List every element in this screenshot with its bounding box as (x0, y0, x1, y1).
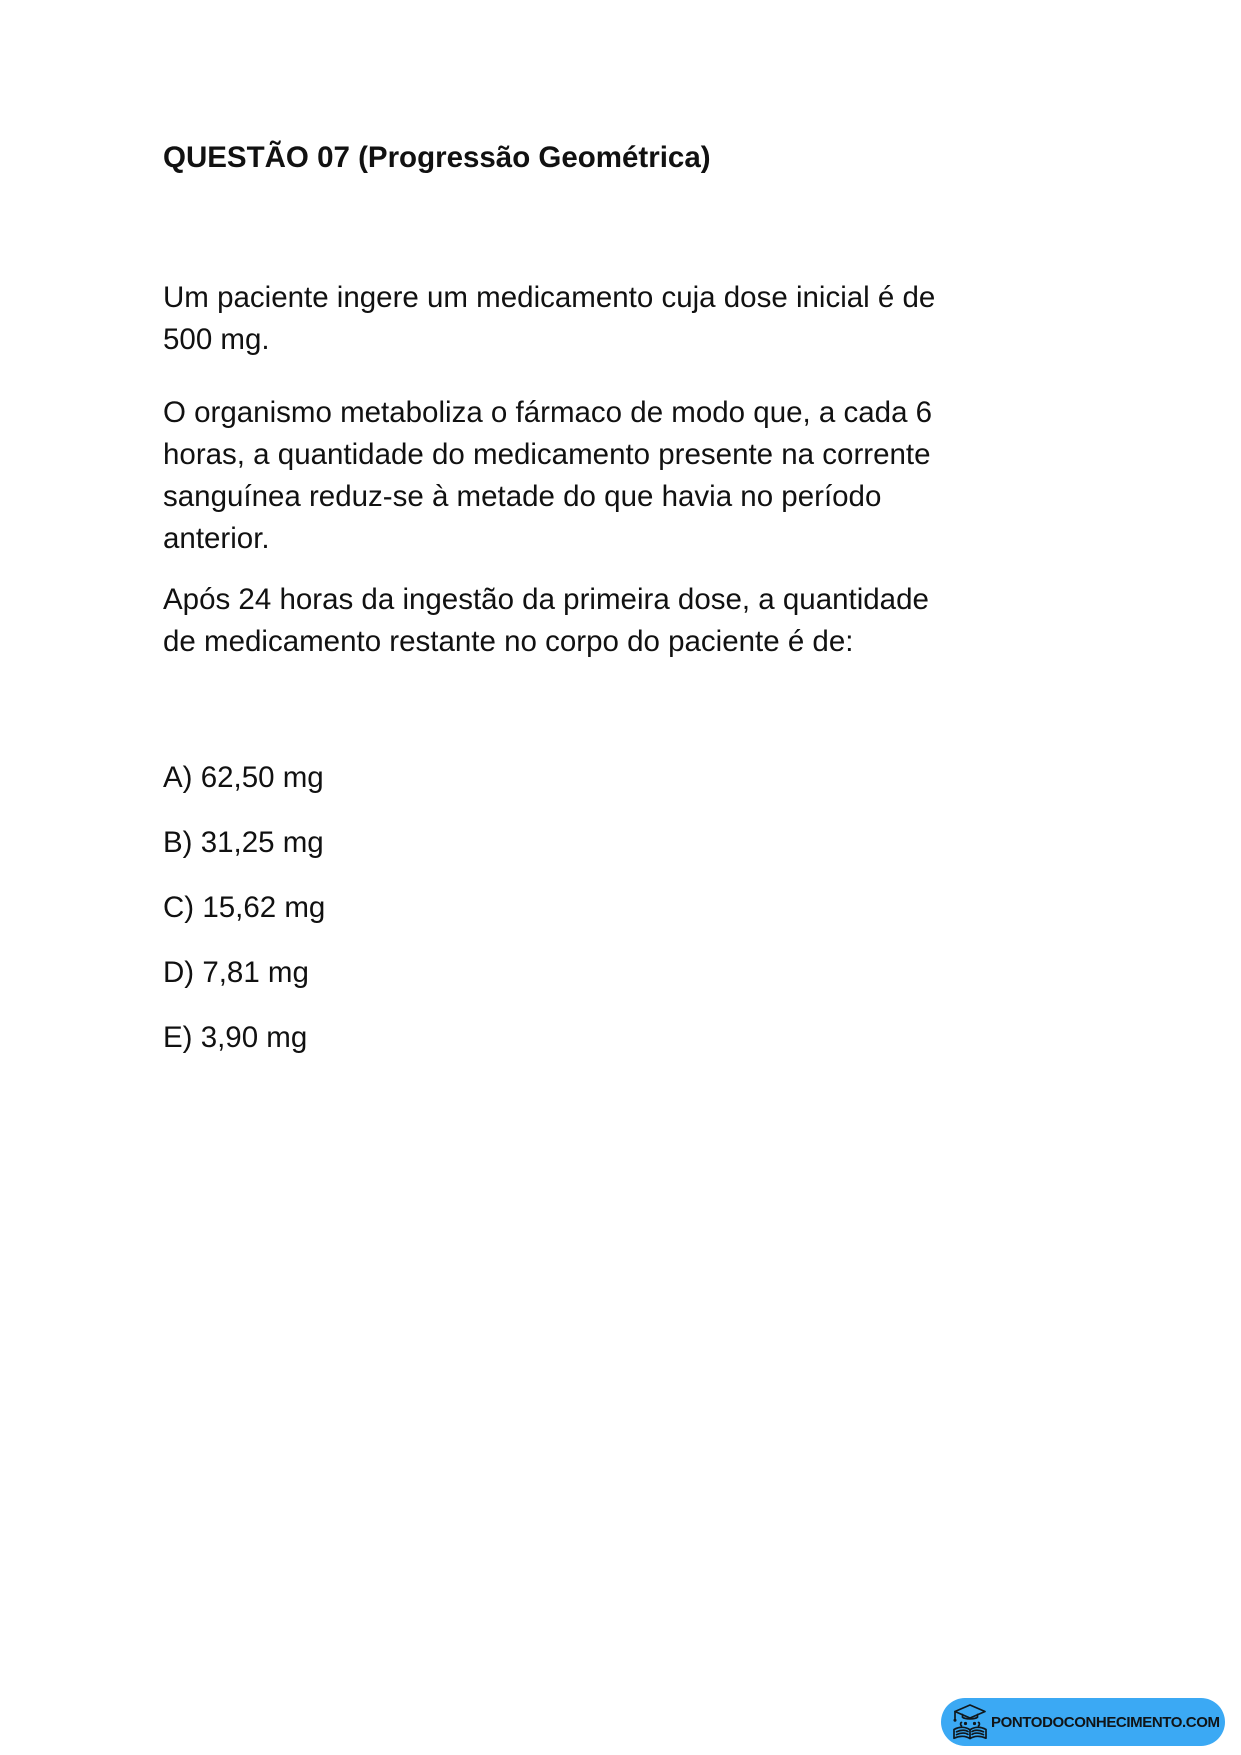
answer-option-e: E) 3,90 mg (163, 1021, 308, 1054)
question-block (163, 0, 953, 1082)
answer-option-a: A) 62,50 mg (163, 761, 324, 794)
answer-options-list (163, 757, 953, 1059)
question-paragraph: Um paciente ingere um medicamento cuja dose inicial é de 500 mg. (163, 281, 936, 356)
graduate-reading-book-icon (950, 1702, 990, 1742)
question-paragraph: O organismo metaboliza o fármaco de modo que, a cada 6 horas, a quantidade do medicamento presente na corrente sanguínea reduz-se à metade do que havia no período anterior. (163, 396, 933, 555)
question-title-text: QUESTÃO 07 (Progressão Geométrica) (163, 141, 711, 174)
answer-option-d: D) 7,81 mg (163, 956, 309, 989)
answer-option-b: B) 31,25 mg (163, 826, 324, 859)
site-badge-label: PONTODOCONHECIMENTO.COM (991, 1713, 1220, 1731)
answer-option-c: C) 15,62 mg (163, 891, 326, 924)
site-badge[interactable] (941, 1698, 1225, 1746)
question-paragraph: Após 24 horas da ingestão da primeira dose, a quantidade de medicamento restante no corpo do paciente é de: (163, 583, 929, 658)
question-title (163, 137, 953, 179)
